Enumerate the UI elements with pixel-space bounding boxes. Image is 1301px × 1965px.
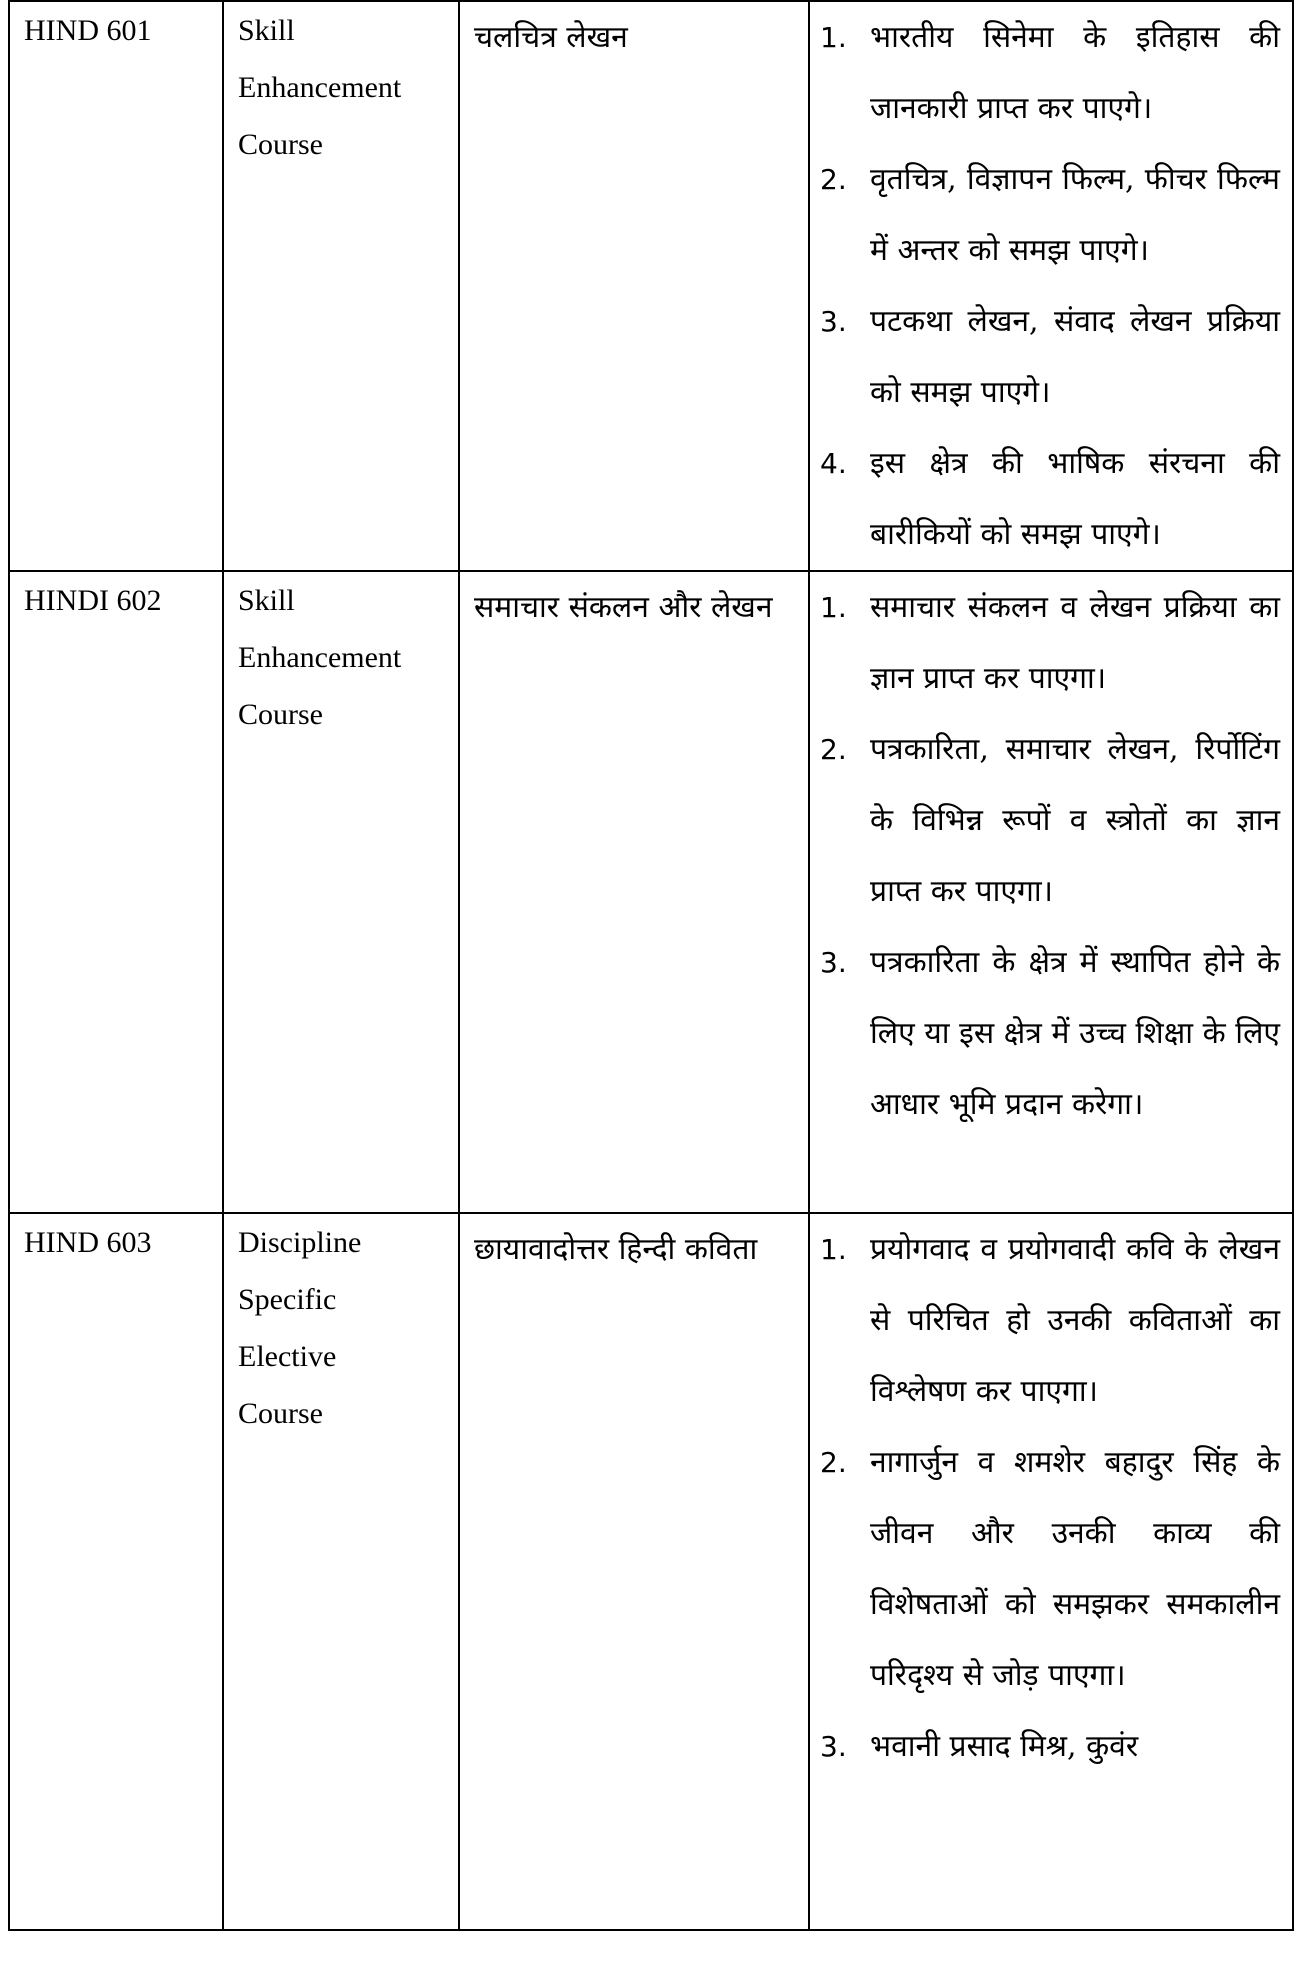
- course-outcomes-cell: [809, 571, 1293, 1213]
- course-code: HIND 603: [24, 1226, 152, 1259]
- course-code-cell: [9, 571, 223, 1213]
- outcome-number: 1.: [820, 1233, 847, 1266]
- table-row: [9, 1213, 1293, 1930]
- outcome-number: 1.: [820, 591, 847, 624]
- outcome-item: [820, 714, 1280, 927]
- outcome-number: 2.: [820, 733, 847, 766]
- outcome-number: 1.: [820, 21, 847, 54]
- course-type: Skill Enhancement Course: [238, 14, 402, 161]
- outcome-text: पटकथा लेखन, संवाद लेखन प्रक्रिया को समझ पाएगे।: [870, 304, 1280, 410]
- course-type-cell: [223, 1213, 459, 1930]
- course-title-cell: [459, 1213, 809, 1930]
- outcome-item: [820, 1427, 1280, 1711]
- outcome-text: इस क्षेत्र की भाषिक संरचना की बारीकियों को समझ पाएगे।: [870, 446, 1280, 552]
- outcome-item: [820, 428, 1280, 570]
- outcome-text: पत्रकारिता, समाचार लेखन, रिर्पोटिंग के विभिन्न रूपों व स्त्रोतों का ज्ञान प्राप्त कर पाएगा।: [870, 732, 1280, 909]
- outcome-item: [820, 1214, 1280, 1427]
- course-outcomes-cell: [809, 1213, 1293, 1930]
- table-row: [9, 1, 1293, 571]
- outcome-item: [820, 2, 1280, 144]
- outcome-number: 2.: [820, 163, 847, 196]
- course-title-cell: [459, 571, 809, 1213]
- outcome-list: [810, 1214, 1292, 1782]
- course-code-cell: [9, 1213, 223, 1930]
- course-title-cell: [459, 1, 809, 571]
- outcome-text: नागार्जुन व शमशेर बहादुर सिंह के जीवन और उनकी काव्य की विशेषताओं को समझकर समकालीन परिदृश्य से जोड़ पाएगा।: [870, 1445, 1280, 1693]
- outcome-text: भवानी प्रसाद मिश्र, कुवंर: [870, 1729, 1139, 1764]
- course-code: HIND 601: [24, 14, 152, 47]
- outcome-list: [810, 2, 1292, 570]
- course-code-cell: [9, 1, 223, 571]
- outcome-number: 3.: [820, 946, 847, 979]
- course-code: HINDI 602: [24, 584, 162, 617]
- outcome-text: समाचार संकलन व लेखन प्रक्रिया का ज्ञान प्राप्त कर पाएगा।: [870, 590, 1280, 696]
- outcome-item: [820, 1711, 1280, 1782]
- outcome-item: [820, 572, 1280, 714]
- course-type-cell: [223, 571, 459, 1213]
- outcome-list: [810, 572, 1292, 1140]
- course-type: Discipline Specific Elective Course: [238, 1226, 362, 1430]
- course-table: [8, 0, 1294, 1931]
- outcome-text: प्रयोगवाद व प्रयोगवादी कवि के लेखन से परिचित हो उनकी कविताओं का विश्लेषण कर पाएगा।: [870, 1232, 1280, 1409]
- outcome-number: 4.: [820, 447, 847, 480]
- course-type: Skill Enhancement Course: [238, 584, 402, 731]
- course-title: चलचित्र लेखन: [474, 20, 628, 55]
- outcome-number: 3.: [820, 1730, 847, 1763]
- outcome-item: [820, 927, 1280, 1140]
- outcome-text: भारतीय सिनेमा के इतिहास की जानकारी प्राप्त कर पाएगे।: [870, 20, 1280, 126]
- course-title: समाचार संकलन और लेखन: [474, 590, 773, 625]
- outcome-item: [820, 144, 1280, 286]
- outcome-text: पत्रकारिता के क्षेत्र में स्थापित होने के लिए या इस क्षेत्र में उच्च शिक्षा के लिए आधार भूमि प्रदान करेगा।: [870, 945, 1280, 1122]
- outcome-number: 2.: [820, 1446, 847, 1479]
- course-title: छायावादोत्तर हिन्दी कविता: [474, 1232, 758, 1267]
- course-type-cell: [223, 1, 459, 571]
- table-row: [9, 571, 1293, 1213]
- course-outcomes-cell: [809, 1, 1293, 571]
- outcome-number: 3.: [820, 305, 847, 338]
- outcome-item: [820, 286, 1280, 428]
- outcome-text: वृतचित्र, विज्ञापन फिल्म, फीचर फिल्म में अन्तर को समझ पाएगे।: [870, 162, 1280, 268]
